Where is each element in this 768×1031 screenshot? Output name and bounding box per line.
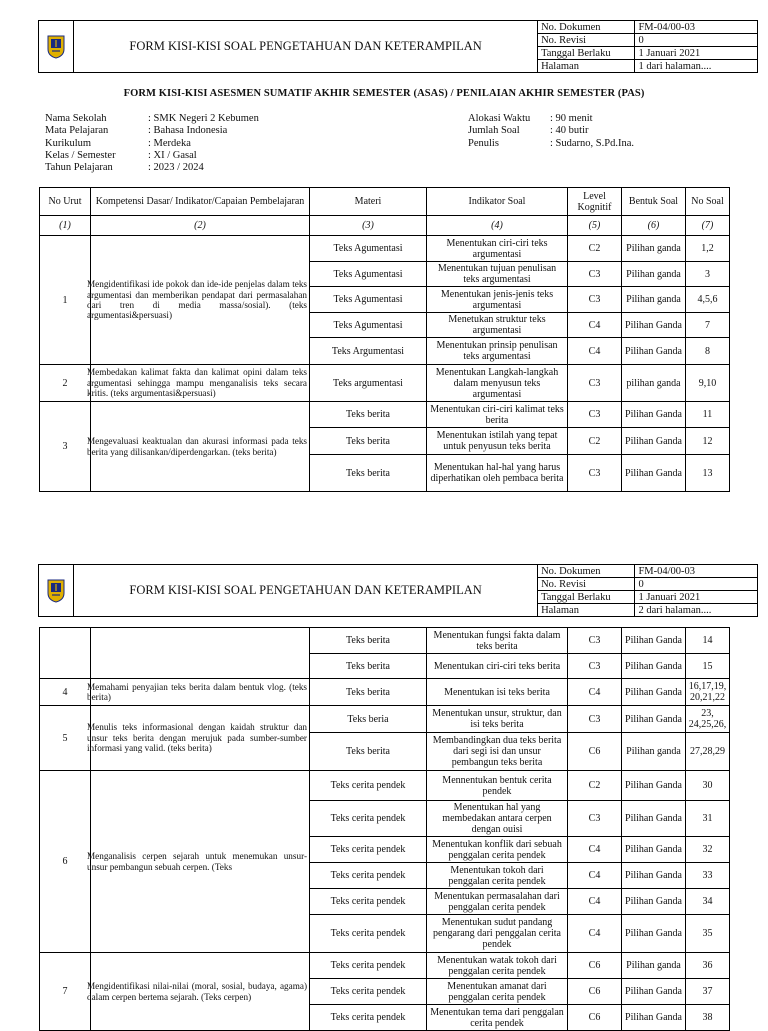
no-soal-cell: 33 (686, 863, 730, 889)
indikator-soal-cell: Menentukan prinsip penulisan teks argumentasi (427, 338, 568, 365)
meta-value: FM-04/00-03 (635, 21, 758, 34)
materi-cell: Teks cerita pendek (310, 837, 427, 863)
info-value: : Bahasa Indonesia (148, 125, 228, 137)
indikator-soal-cell: Menetukan struktur teks argumentasi (427, 313, 568, 338)
info-row (45, 113, 259, 125)
level-kognitif-cell: C3 (568, 801, 622, 837)
no-soal-cell: 7 (686, 313, 730, 338)
meta-value: 2 dari halaman.... (635, 604, 758, 617)
level-kognitif-cell: C4 (568, 863, 622, 889)
no-urut-cell: 6 (40, 771, 91, 953)
no-soal-cell: 9,10 (686, 365, 730, 402)
level-kognitif-cell: C4 (568, 915, 622, 953)
level-kognitif-cell: C3 (568, 402, 622, 428)
shield-emblem-icon (47, 579, 65, 603)
kompetensi-text: Mengevaluasi keaktualan dan akurasi informasi pada teks berita yang dilisankan/diperdengarkan. (teks berita) (87, 436, 307, 457)
column-number: (1) (40, 216, 91, 236)
column-header: Bentuk Soal (622, 188, 686, 216)
materi-cell: Teks cerita pendek (310, 1005, 427, 1031)
meta-value: 1 Januari 2021 (635, 591, 758, 604)
bentuk-soal-cell: Pilihan Ganda (622, 338, 686, 365)
level-kognitif-cell: C4 (568, 837, 622, 863)
table-row (40, 236, 730, 262)
level-kognitif-cell: C2 (568, 428, 622, 455)
bentuk-soal-cell: Pilihan Ganda (622, 863, 686, 889)
materi-cell: Teks cerita pendek (310, 915, 427, 953)
info-label: Alokasi Waktu (468, 113, 531, 124)
info-value: : 40 butir (550, 125, 589, 137)
materi-cell: Teks cerita pendek (310, 863, 427, 889)
indikator-soal-cell: Menentukan ciri-ciri teks berita (427, 654, 568, 679)
materi-cell: Teks argumentasi (310, 365, 427, 402)
no-soal-cell: 16,17,19, 20,21,22 (686, 679, 730, 706)
level-kognitif-cell: C3 (568, 365, 622, 402)
info-label: Tahun Pelajaran (45, 162, 113, 174)
info-label: Nama Sekolah (45, 113, 107, 124)
no-soal-cell: 1,2 (686, 236, 730, 262)
meta-label: No. Revisi (538, 34, 635, 47)
table-row (40, 402, 730, 428)
kompetensi-cell (87, 706, 310, 771)
no-urut-cell: 4 (40, 679, 91, 706)
materi-cell: Teks Agumentasi (310, 313, 427, 338)
indikator-soal-cell: Mennentukan bentuk cerita pendek (427, 771, 568, 801)
info-value: : Merdeka (148, 137, 191, 149)
kompetensi-cell (87, 679, 310, 706)
column-number-row (40, 216, 730, 236)
level-kognitif-cell: C4 (568, 313, 622, 338)
table-row (40, 706, 730, 733)
no-soal-cell: 23, 24,25,26, (686, 706, 730, 733)
no-soal-cell: 37 (686, 979, 730, 1005)
indikator-soal-cell: Menentukan permasalahan dari penggalan cerita pendek (427, 889, 568, 915)
no-soal-cell: 31 (686, 801, 730, 837)
info-left (45, 113, 259, 174)
meta-value: FM-04/00-03 (635, 565, 758, 578)
meta-value: 0 (635, 578, 758, 591)
bentuk-soal-cell: Pilihan ganda (622, 953, 686, 979)
level-kognitif-cell: C3 (568, 654, 622, 679)
meta-value: 1 Januari 2021 (635, 47, 758, 60)
no-urut-cell: 3 (40, 402, 91, 492)
info-row (45, 162, 259, 174)
bentuk-soal-cell: Pilihan Ganda (622, 801, 686, 837)
column-number: (5) (568, 216, 622, 236)
kompetensi-cell (87, 365, 310, 402)
column-number: (3) (310, 216, 427, 236)
column-header: Indikator Soal (427, 188, 568, 216)
materi-cell: Teks Agumentasi (310, 287, 427, 313)
materi-cell: Teks beria (310, 706, 427, 733)
info-row (45, 150, 259, 162)
indikator-soal-cell: Menentukan tokoh dari penggalan cerita pendek (427, 863, 568, 889)
bentuk-soal-cell: Pilihan Ganda (622, 428, 686, 455)
indikator-soal-cell: Menentukan unsur, struktur, dan isi teks berita (427, 706, 568, 733)
info-value: : XI / Gasal (148, 149, 197, 161)
indikator-soal-cell: Menentukan hal yang membedakan antara cerpen dengan ouisi (427, 801, 568, 837)
school-logo (39, 21, 74, 73)
indikator-soal-cell: Menentukan sudut pandang pengarang dari penggalan cerita pendek (427, 915, 568, 953)
materi-cell: Teks berita (310, 402, 427, 428)
level-kognitif-cell: C4 (568, 889, 622, 915)
meta-label: Tanggal Berlaku (538, 47, 635, 60)
kompetensi-cell (91, 628, 310, 679)
column-number: (4) (427, 216, 568, 236)
table-row (40, 771, 730, 801)
level-kognitif-cell: C6 (568, 733, 622, 771)
info-value: : Sudarno, S.Pd.Ina. (550, 137, 634, 149)
kompetensi-cell (87, 236, 310, 365)
materi-cell: Teks cerita pendek (310, 953, 427, 979)
school-logo (39, 565, 74, 617)
no-urut-cell: 5 (40, 706, 91, 771)
materi-cell: Teks berita (310, 428, 427, 455)
no-soal-cell: 15 (686, 654, 730, 679)
kisi-kisi-table-page-2 (39, 627, 730, 1031)
info-row (45, 125, 259, 137)
form-title: FORM KISI-KISI SOAL PENGETAHUAN DAN KETERAMPILAN (74, 565, 538, 617)
table-row (40, 953, 730, 979)
table-header-row (40, 188, 730, 216)
info-row (468, 113, 634, 125)
no-soal-cell: 35 (686, 915, 730, 953)
meta-label: Tanggal Berlaku (538, 591, 635, 604)
kompetensi-cell (87, 953, 310, 1031)
meta-label: Halaman (538, 60, 635, 73)
info-right (468, 113, 634, 150)
indikator-soal-cell: Menentukan ciri-ciri teks argumentasi (427, 236, 568, 262)
kompetensi-text: Memahami penyajian teks berita dalam bentuk vlog. (teks berita) (87, 681, 307, 702)
indikator-soal-cell: Menentukan istilah yang tepat untuk penyusun teks berita (427, 428, 568, 455)
kompetensi-text: Menulis teks informasional dengan kaidah struktur dan unsur teks berita dengan merujuk pada sumber-sumber informasi yang valid. (teks berita) (87, 722, 307, 754)
indikator-soal-cell: Menentukan tema dari penggalan cerita pendek (427, 1005, 568, 1031)
no-soal-cell: 27,28,29 (686, 733, 730, 771)
bentuk-soal-cell: Pilihan ganda (622, 262, 686, 287)
column-number: (7) (686, 216, 730, 236)
indikator-soal-cell: Menentukan ciri-ciri kalimat teks berita (427, 402, 568, 428)
table-row (40, 365, 730, 402)
materi-cell: Teks cerita pendek (310, 771, 427, 801)
no-soal-cell: 34 (686, 889, 730, 915)
info-label: Mata Pelajaran (45, 125, 109, 137)
info-label: Penulis (468, 137, 499, 149)
materi-cell: Teks cerita pendek (310, 801, 427, 837)
info-row (468, 138, 634, 150)
no-soal-cell: 11 (686, 402, 730, 428)
indikator-soal-cell: Membandingkan dua teks berita dari segi isi dan unsur pembangun teks berita (427, 733, 568, 771)
meta-label: No. Dokumen (538, 565, 635, 578)
info-label: Kelas / Semester (45, 149, 116, 161)
materi-cell: Teks berita (310, 733, 427, 771)
materi-cell: Teks berita (310, 628, 427, 654)
no-urut-cell: 1 (40, 236, 91, 365)
materi-cell: Teks berita (310, 455, 427, 492)
column-header: No Soal (686, 188, 730, 216)
kompetensi-cell (87, 771, 310, 953)
kompetensi-text: Membedakan kalimat fakta dan kalimat opini dalam teks argumentasi sehingga mampu menganalisis teks secara kritis. (teks argumentasi&persuasi) (87, 367, 307, 399)
level-kognitif-cell: C6 (568, 979, 622, 1005)
no-soal-cell: 32 (686, 837, 730, 863)
no-soal-cell: 12 (686, 428, 730, 455)
shield-emblem-icon (47, 35, 65, 59)
kompetensi-text: Mengidentifikasi ide pokok dan ide-ide penjelas dalam teks argumentasi dan memberikan pendapat dari permasalahan dari tren di media massa/sosial). (teks argumentasi&persuasi) (87, 279, 307, 321)
level-kognitif-cell: C3 (568, 628, 622, 654)
info-label: Jumlah Soal (468, 125, 520, 137)
level-kognitif-cell: C3 (568, 287, 622, 313)
bentuk-soal-cell: Pilihan Ganda (622, 771, 686, 801)
info-value: : 2023 / 2024 (148, 162, 204, 174)
indikator-soal-cell: Menentukan amanat dari penggalan cerita pendek (427, 979, 568, 1005)
kisi-kisi-table-page-1 (39, 187, 730, 492)
info-row (45, 138, 259, 150)
bentuk-soal-cell: Pilihan ganda (622, 733, 686, 771)
kompetensi-text: Mengidentifikasi nilai-nilai (moral, sosial, budaya, agama) dalam cerpen bertema sejarah. (Teks cerpen) (87, 981, 307, 1002)
no-soal-cell: 30 (686, 771, 730, 801)
level-kognitif-cell: C2 (568, 771, 622, 801)
meta-label: Halaman (538, 604, 635, 617)
kompetensi-text: Menganalisis cerpen sejarah untuk menemukan unsur-unsur pembangun sebuah cerpen. (Teks (87, 851, 307, 872)
bentuk-soal-cell: Pilihan Ganda (622, 915, 686, 953)
level-kognitif-cell: C6 (568, 1005, 622, 1031)
materi-cell: Teks Agumentasi (310, 262, 427, 287)
column-header: Level Kognitif (568, 188, 622, 216)
no-soal-cell: 13 (686, 455, 730, 492)
bentuk-soal-cell: Pilihan Ganda (622, 979, 686, 1005)
indikator-soal-cell: Menentukan jenis-jenis teks argumentasi (427, 287, 568, 313)
indikator-soal-cell: Menentukan isi teks berita (427, 679, 568, 706)
meta-label: No. Revisi (538, 578, 635, 591)
no-soal-cell: 36 (686, 953, 730, 979)
level-kognitif-cell: C3 (568, 262, 622, 287)
indikator-soal-cell: Menentukan konflik dari sebuah penggalan cerita pendek (427, 837, 568, 863)
form-header (38, 564, 758, 617)
meta-value: 1 dari halaman.... (635, 60, 758, 73)
bentuk-soal-cell: Pilihan Ganda (622, 654, 686, 679)
indikator-soal-cell: Menentukan tujuan penulisan teks argumentasi (427, 262, 568, 287)
column-header: Materi (310, 188, 427, 216)
bentuk-soal-cell: Pilihan Ganda (622, 628, 686, 654)
no-soal-cell: 14 (686, 628, 730, 654)
info-label: Kurikulum (45, 137, 92, 149)
indikator-soal-cell: Menentukan fungsi fakta dalam teks berita (427, 628, 568, 654)
form-title: FORM KISI-KISI SOAL PENGETAHUAN DAN KETERAMPILAN (74, 21, 538, 73)
bentuk-soal-cell: Pilihan Ganda (622, 1005, 686, 1031)
column-number: (2) (91, 216, 310, 236)
bentuk-soal-cell: Pilihan Ganda (622, 313, 686, 338)
column-header: No Urut (40, 188, 91, 216)
info-value: : 90 menit (550, 113, 593, 124)
level-kognitif-cell: C3 (568, 455, 622, 492)
no-soal-cell: 38 (686, 1005, 730, 1031)
table-row (40, 679, 730, 706)
table-row (40, 628, 730, 654)
column-header: Kompetensi Dasar/ Indikator/Capaian Pembelajaran (91, 188, 310, 216)
info-value: : SMK Negeri 2 Kebumen (148, 113, 259, 124)
no-soal-cell: 3 (686, 262, 730, 287)
bentuk-soal-cell: Pilihan Ganda (622, 455, 686, 492)
info-row (468, 125, 634, 137)
materi-cell: Teks Argumentasi (310, 338, 427, 365)
no-soal-cell: 8 (686, 338, 730, 365)
bentuk-soal-cell: pilihan ganda (622, 365, 686, 402)
bentuk-soal-cell: Pilihan ganda (622, 236, 686, 262)
level-kognitif-cell: C3 (568, 706, 622, 733)
no-urut-cell: 7 (40, 953, 91, 1031)
form-header (38, 20, 758, 73)
meta-value: 0 (635, 34, 758, 47)
materi-cell: Teks Agumentasi (310, 236, 427, 262)
materi-cell: Teks cerita pendek (310, 889, 427, 915)
indikator-soal-cell: Menentukan watak tokoh dari penggalan cerita pendek (427, 953, 568, 979)
level-kognitif-cell: C2 (568, 236, 622, 262)
document-page-2 (0, 520, 768, 1029)
bentuk-soal-cell: Pilihan Ganda (622, 837, 686, 863)
materi-cell: Teks cerita pendek (310, 979, 427, 1005)
column-number: (6) (622, 216, 686, 236)
no-urut-cell (40, 628, 91, 679)
level-kognitif-cell: C4 (568, 679, 622, 706)
meta-label: No. Dokumen (538, 21, 635, 34)
bentuk-soal-cell: Pilihan ganda (622, 287, 686, 313)
materi-cell: Teks berita (310, 679, 427, 706)
no-soal-cell: 4,5,6 (686, 287, 730, 313)
bentuk-soal-cell: Pilihan Ganda (622, 706, 686, 733)
level-kognitif-cell: C6 (568, 953, 622, 979)
document-subtitle: FORM KISI-KISI ASESMEN SUMATIF AKHIR SEMESTER (ASAS) / PENILAIAN AKHIR SEMESTER (PAS) (123, 88, 645, 99)
indikator-soal-cell: Menentukan Langkah-langkah dalam menyusun teks argumentasi (427, 365, 568, 402)
indikator-soal-cell: Menentukan hal-hal yang harus diperhatikan oleh pembaca berita (427, 455, 568, 492)
level-kognitif-cell: C4 (568, 338, 622, 365)
bentuk-soal-cell: Pilihan Ganda (622, 402, 686, 428)
bentuk-soal-cell: Pilihan Ganda (622, 889, 686, 915)
bentuk-soal-cell: Pilihan Ganda (622, 679, 686, 706)
materi-cell: Teks berita (310, 654, 427, 679)
no-urut-cell: 2 (40, 365, 91, 402)
kompetensi-cell (87, 402, 310, 492)
